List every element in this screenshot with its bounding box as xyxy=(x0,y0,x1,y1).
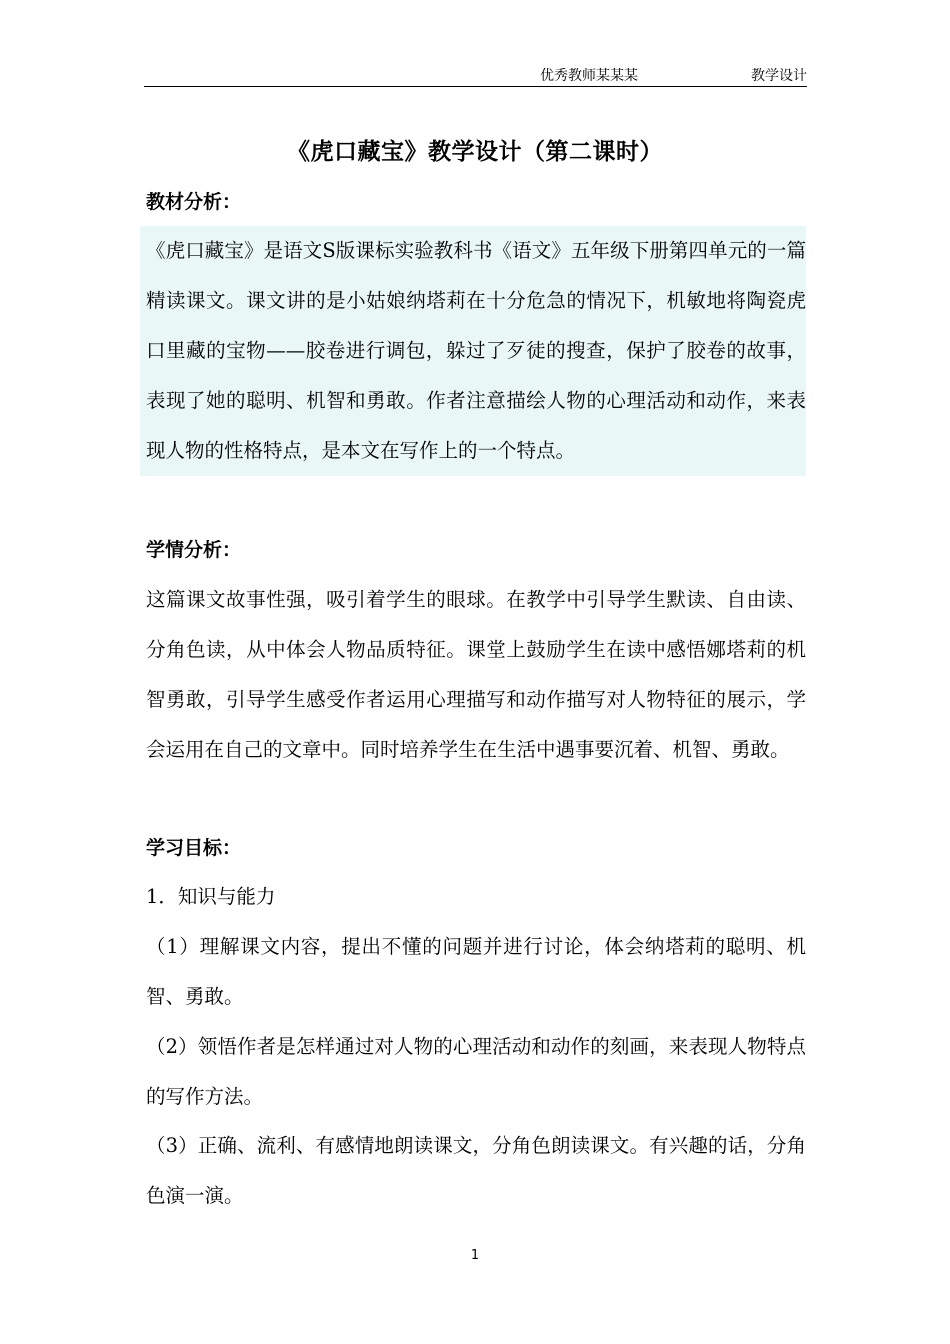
student-analysis-text: 这篇课文故事性强，吸引着学生的眼球。在教学中引导学生默读、自由读、分角色读，从中体会人物品质特征。课堂上鼓励学生在读中感悟娜塔莉的机智勇敢，引导学生感受作者运用心理描写和动作描写对人物特征的展示，学会运用在自己的文章中。同时培养学生在生活中遇事要沉着、机智、勇敢。 xyxy=(146,588,806,761)
page-header xyxy=(144,68,807,87)
page-number: 1 xyxy=(470,1248,480,1263)
header-author: 优秀教师某某某 xyxy=(540,68,638,84)
goal-item-2: （2）领悟作者是怎样通过对人物的心理活动和动作的刻画，来表现人物特点的写作方法。 xyxy=(146,1035,806,1108)
document-title: 《虎口藏宝》教学设计（第二课时） xyxy=(287,138,663,165)
section-heading-material: 教材分析： xyxy=(146,191,242,213)
section-heading-goals: 学习目标： xyxy=(146,837,242,859)
goal-item-1: （1）理解课文内容，提出不懂的问题并进行讨论，体会纳塔莉的聪明、机智、勇敢。 xyxy=(146,935,806,1008)
goal-subheading: 1．知识与能力 xyxy=(146,885,276,908)
goal-item-3: （3）正确、流利、有感情地朗读课文，分角色朗读课文。有兴趣的话，分角色演一演。 xyxy=(146,1134,806,1207)
section-heading-students: 学情分析： xyxy=(146,539,242,561)
material-analysis-text: 《虎口藏宝》是语文S版课标实验教科书《语文》五年级下册第四单元的一篇精读课文。课文讲的是小姑娘纳塔莉在十分危急的情况下，机敏地将陶瓷虎口里藏的宝物——胶卷进行调包，躲过了歹徒的搜查，保护了胶卷的故事，表现了她的聪明、机智和勇敢。作者注意描绘人物的心理活动和动作，来表现人物的性格特点，是本文在写作上的一个特点。 xyxy=(140,226,806,476)
header-doc-type: 教学设计 xyxy=(751,68,807,84)
